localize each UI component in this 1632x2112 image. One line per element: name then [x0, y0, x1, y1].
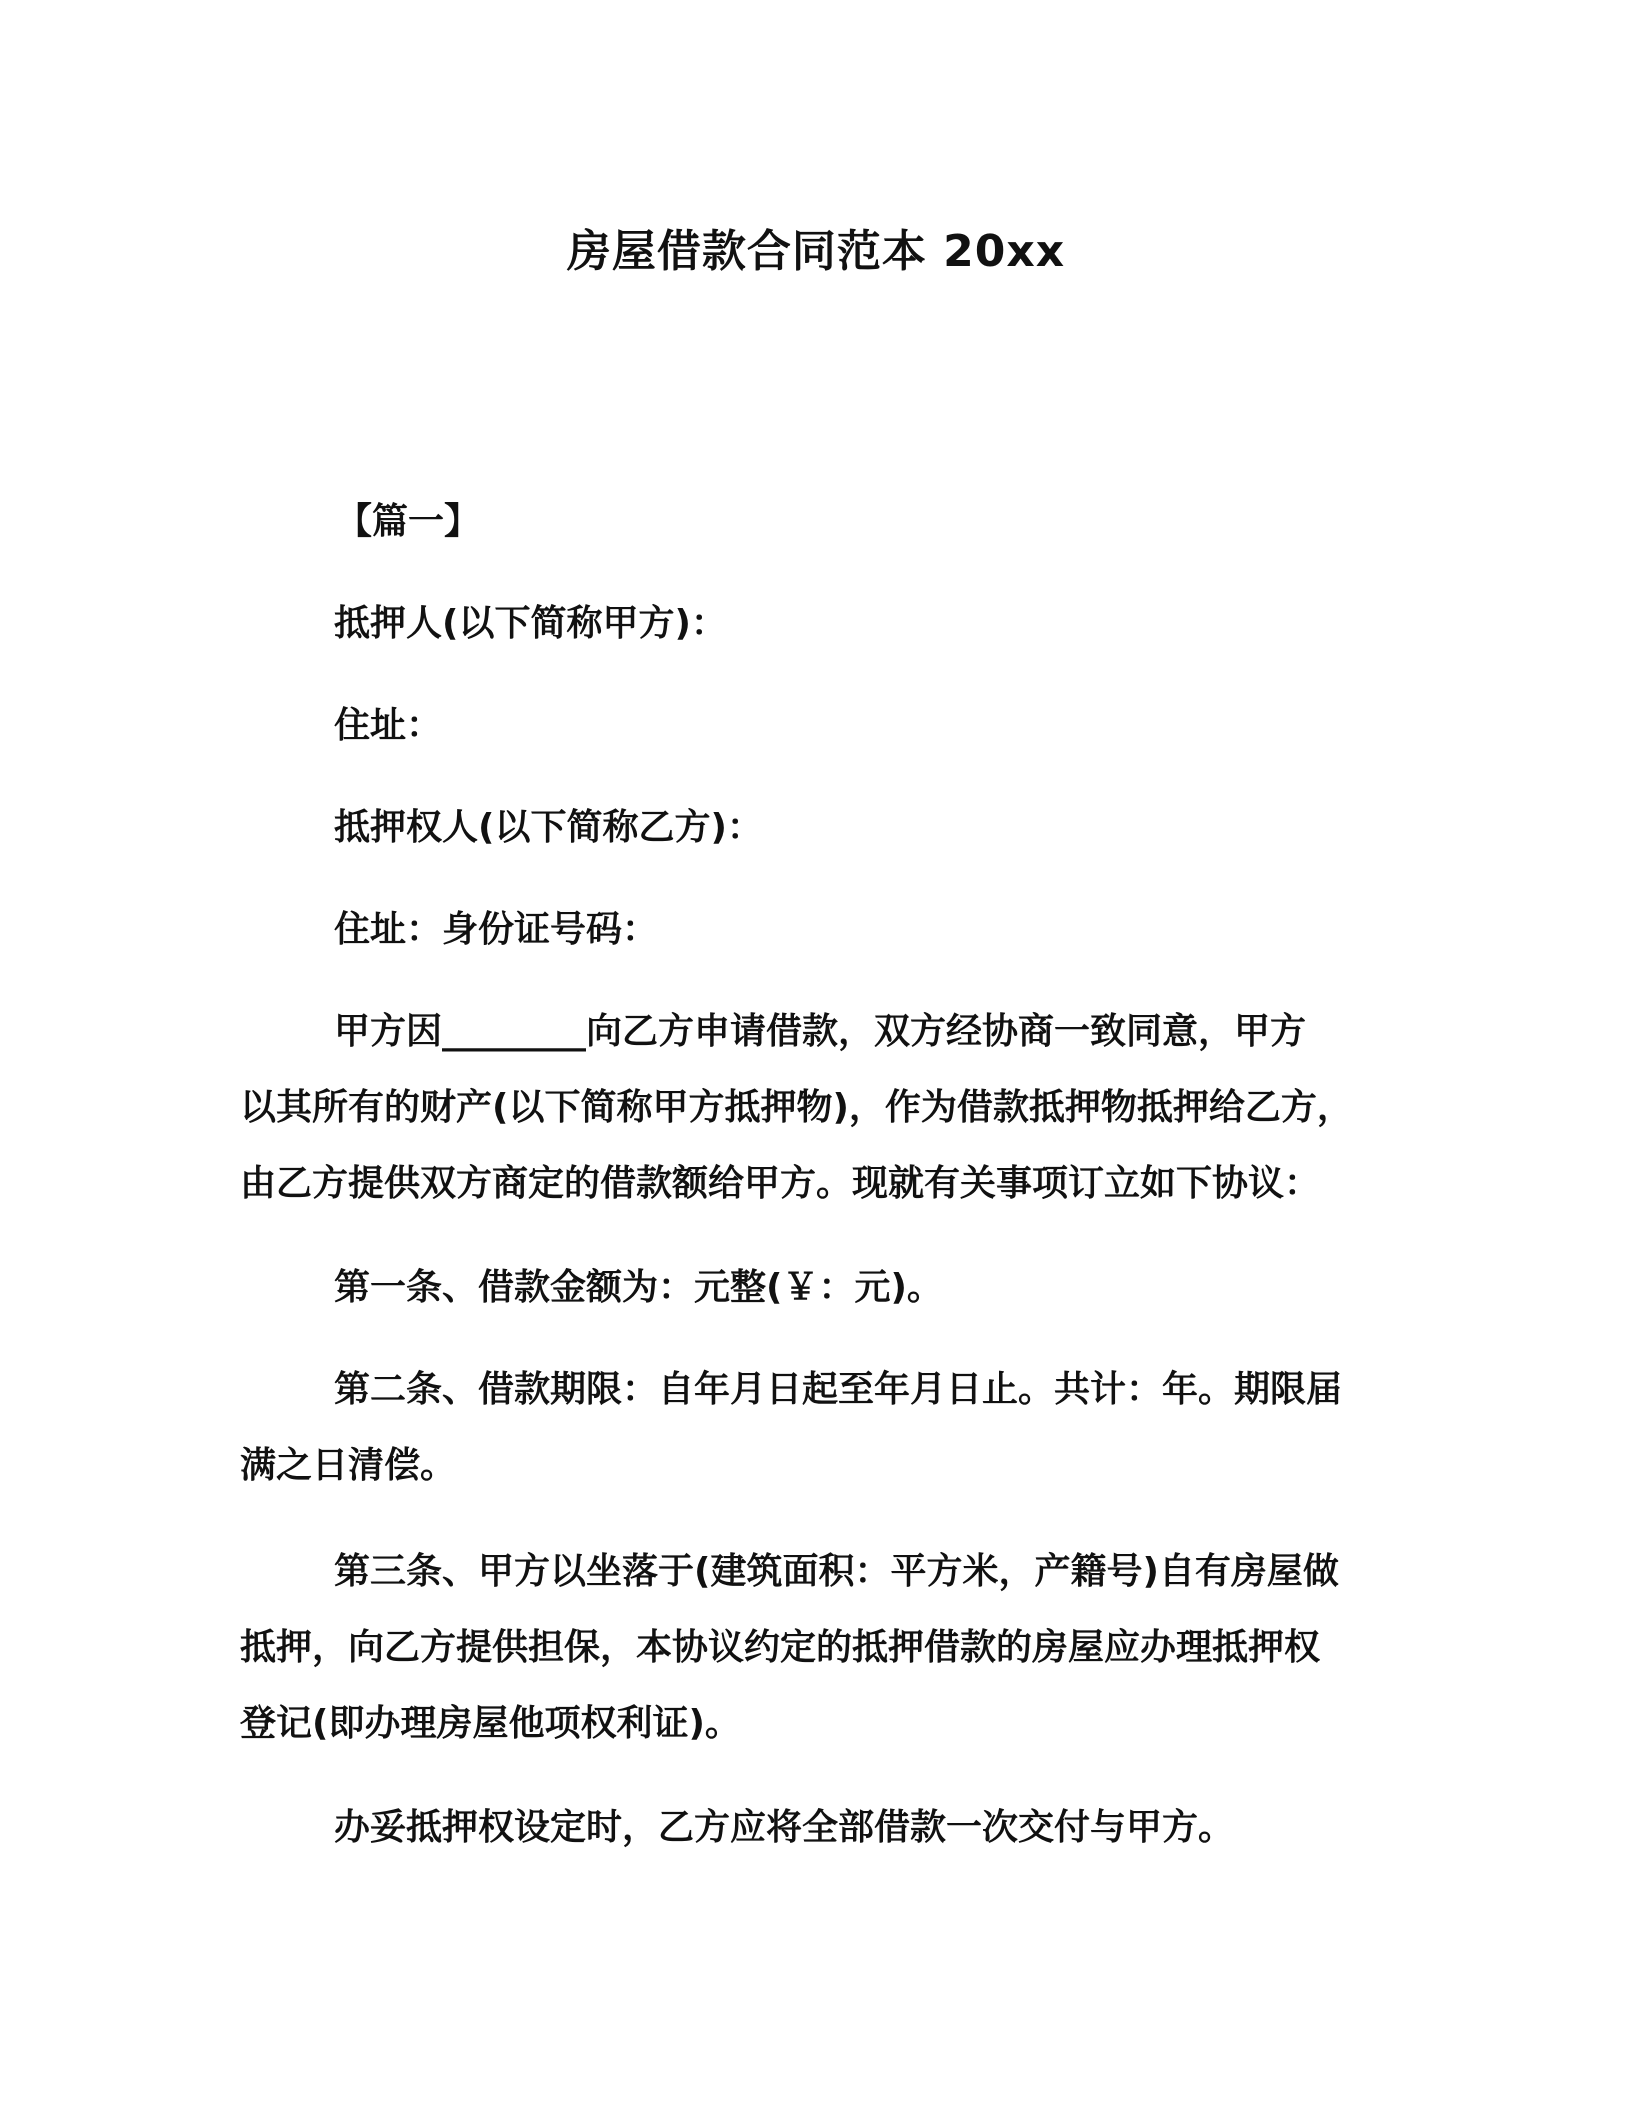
article-3-line-3: 登记(即办理房屋他项权利证)。 — [240, 1703, 741, 1744]
article-3-line-1: 第三条、甲方以坐落于(建筑面积：平方米，产籍号)自有房屋做 — [334, 1551, 1339, 1592]
mortgagor-line: 抵押人(以下简称甲方)： — [334, 603, 727, 644]
article-1: 第一条、借款金额为：元整(￥：元)。 — [334, 1267, 943, 1308]
article-3-line-2: 抵押，向乙方提供担保，本协议约定的抵押借款的房屋应办理抵押权 — [240, 1627, 1321, 1668]
address-id-line: 住址：身份证号码： — [334, 909, 659, 950]
article-2-line-1: 第二条、借款期限：自年月日起至年月日止。共计：年。期限届 — [334, 1369, 1343, 1410]
paragraph-1-line-2: 以其所有的财产(以下简称甲方抵押物)，作为借款抵押物抵押给乙方， — [240, 1087, 1353, 1128]
paragraph-1-line-1: 甲方因________向乙方申请借款，双方经协商一致同意，甲方 — [334, 1011, 1307, 1052]
document-title: 房屋借款合同范本 20xx — [566, 226, 1066, 277]
final-paragraph: 办妥抵押权设定时，乙方应将全部借款一次交付与甲方。 — [334, 1807, 1235, 1848]
paragraph-1-line-3: 由乙方提供双方商定的借款额给甲方。现就有关事项订立如下协议： — [240, 1163, 1321, 1204]
section-heading: 【篇一】 — [336, 501, 481, 542]
address-line-1: 住址： — [334, 705, 443, 746]
article-2-line-2: 满之日清偿。 — [240, 1445, 457, 1486]
mortgagee-line: 抵押权人(以下简称乙方)： — [334, 807, 763, 848]
